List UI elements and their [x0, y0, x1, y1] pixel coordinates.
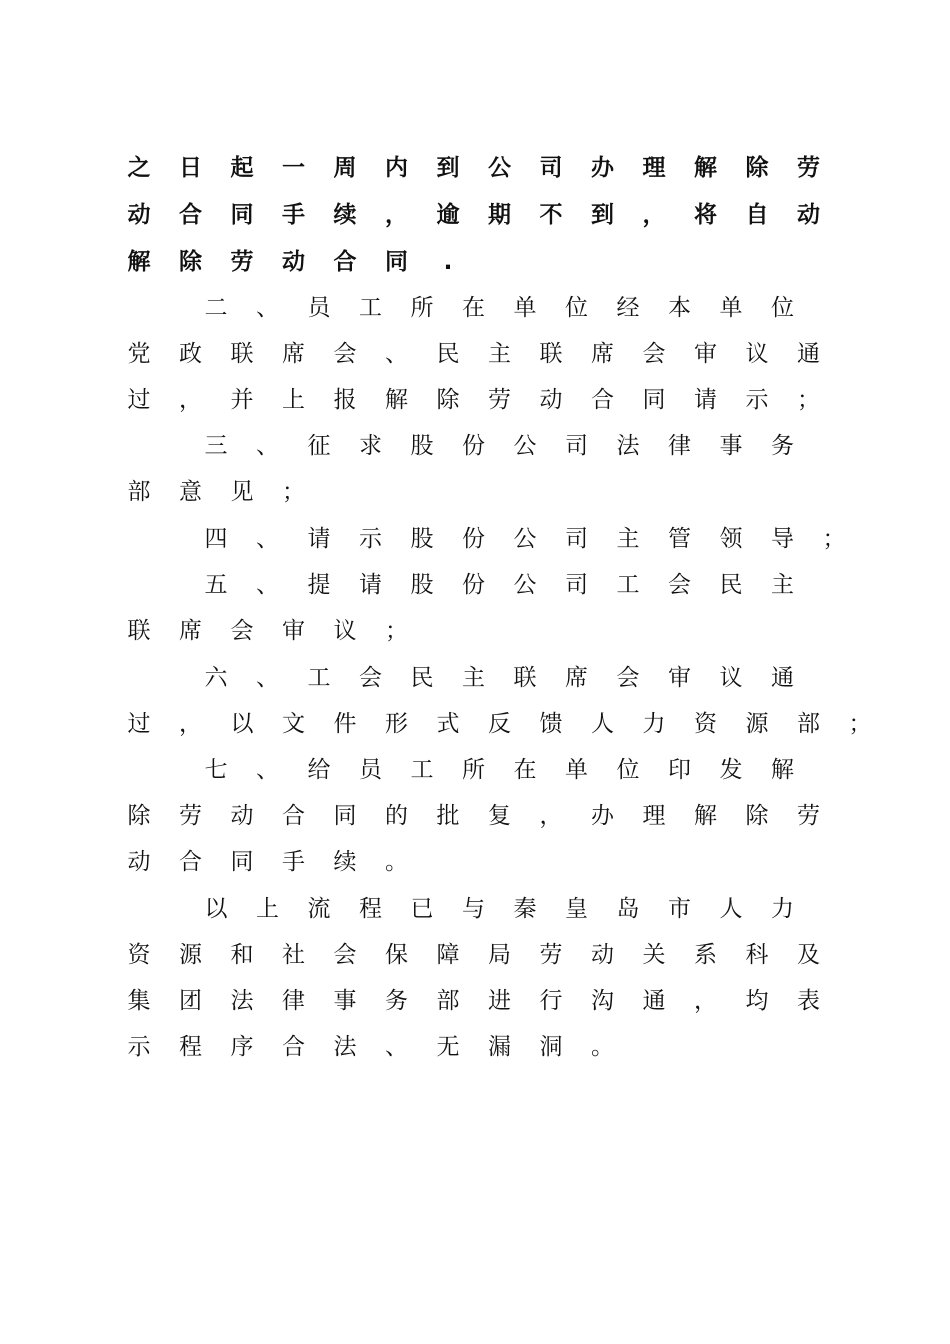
- glyph: 办: [591, 803, 614, 829]
- document-line-glyphs: [0, 889, 950, 929]
- glyph: .: [443, 249, 453, 275]
- glyph: 提: [307, 572, 331, 598]
- document-line-glyphs: [0, 796, 950, 836]
- glyph: 保: [385, 942, 408, 968]
- glyph: 工: [410, 757, 434, 783]
- document-line-glyphs: [0, 842, 950, 882]
- glyph: 员: [359, 757, 382, 783]
- glyph: 司: [565, 433, 588, 459]
- glyph: 进: [488, 988, 511, 1014]
- glyph: 劳: [230, 249, 254, 275]
- glyph: 求: [359, 433, 382, 459]
- glyph: 股: [410, 526, 434, 552]
- glyph: 律: [668, 433, 691, 459]
- glyph: 议: [745, 341, 769, 367]
- glyph: 审: [694, 341, 717, 367]
- glyph: 征: [307, 433, 331, 459]
- glyph: 意: [179, 479, 202, 505]
- glyph: 位: [565, 295, 588, 321]
- glyph: 逾: [436, 202, 460, 228]
- glyph: 资: [127, 942, 151, 968]
- glyph: 过: [127, 711, 151, 737]
- glyph: 自: [745, 202, 769, 228]
- glyph: 批: [436, 803, 460, 829]
- glyph: 动: [230, 803, 254, 829]
- glyph: 二: [204, 295, 228, 321]
- glyph: 动: [539, 387, 563, 413]
- glyph: 联: [127, 618, 151, 644]
- glyph: ，: [385, 202, 408, 228]
- glyph: 续: [333, 202, 357, 228]
- glyph: 合: [179, 202, 202, 228]
- glyph: 除: [436, 387, 460, 413]
- glyph: 和: [230, 942, 254, 968]
- glyph: 、: [385, 1034, 408, 1060]
- glyph: 工: [616, 572, 640, 598]
- document-line-glyphs: [0, 288, 950, 328]
- document-line-glyphs: [0, 426, 950, 466]
- glyph: 同: [333, 803, 357, 829]
- glyph: 手: [282, 202, 305, 228]
- glyph: 的: [385, 803, 408, 829]
- glyph: 席: [565, 665, 588, 691]
- glyph: 解: [694, 803, 717, 829]
- glyph: 解: [771, 757, 794, 783]
- glyph: 一: [282, 155, 305, 181]
- document-line-glyphs: [0, 334, 950, 374]
- glyph: 示: [359, 526, 382, 552]
- glyph: 与: [462, 896, 485, 922]
- glyph: 起: [230, 155, 254, 181]
- glyph: 件: [333, 711, 357, 737]
- glyph: 行: [539, 988, 563, 1014]
- glyph: 市: [668, 896, 691, 922]
- glyph: 动: [797, 202, 820, 228]
- glyph: ；: [822, 526, 846, 552]
- glyph: 馈: [539, 711, 563, 737]
- glyph: 、: [256, 665, 279, 691]
- glyph: 份: [462, 433, 485, 459]
- glyph: 会: [359, 665, 382, 691]
- glyph: 务: [385, 988, 408, 1014]
- glyph: 六: [204, 665, 228, 691]
- glyph: 已: [410, 896, 434, 922]
- glyph: 同: [385, 249, 408, 275]
- document-line-glyphs: [0, 658, 950, 698]
- glyph: 皇: [565, 896, 588, 922]
- glyph: 流: [307, 896, 331, 922]
- glyph: 无: [436, 1034, 460, 1060]
- glyph: 法: [616, 433, 640, 459]
- glyph: 员: [307, 295, 331, 321]
- glyph: ；: [797, 387, 820, 413]
- glyph: 法: [333, 1034, 357, 1060]
- glyph: 以: [230, 711, 254, 737]
- glyph: 部: [436, 988, 460, 1014]
- glyph: 司: [539, 155, 563, 181]
- glyph: 示: [745, 387, 769, 413]
- glyph: 理: [642, 803, 666, 829]
- glyph: 劳: [539, 942, 563, 968]
- glyph: 反: [488, 711, 511, 737]
- glyph: 席: [591, 341, 614, 367]
- glyph: ；: [848, 711, 872, 737]
- glyph: 形: [385, 711, 408, 737]
- glyph: 秦: [513, 896, 537, 922]
- glyph: 主: [771, 572, 794, 598]
- glyph: 、: [256, 757, 279, 783]
- glyph: ，: [642, 202, 666, 228]
- glyph: 过: [127, 387, 151, 413]
- glyph: 联: [230, 341, 254, 367]
- glyph: 务: [771, 433, 794, 459]
- document-line-glyphs: [0, 519, 950, 559]
- glyph: 局: [488, 942, 511, 968]
- glyph: 。: [591, 1034, 614, 1060]
- glyph: 内: [385, 155, 408, 181]
- glyph: 集: [127, 988, 151, 1014]
- glyph: 五: [204, 572, 228, 598]
- glyph: 手: [282, 849, 305, 875]
- glyph: 领: [719, 526, 743, 552]
- glyph: 席: [282, 341, 305, 367]
- glyph: 除: [179, 249, 202, 275]
- glyph: 发: [719, 757, 743, 783]
- glyph: ，: [179, 711, 202, 737]
- glyph: 见: [230, 479, 254, 505]
- glyph: 司: [565, 572, 588, 598]
- glyph: 式: [436, 711, 460, 737]
- glyph: 到: [591, 202, 614, 228]
- glyph: 岛: [616, 896, 640, 922]
- glyph: 审: [282, 618, 305, 644]
- glyph: 动: [282, 249, 305, 275]
- glyph: 司: [565, 526, 588, 552]
- glyph: 复: [488, 803, 511, 829]
- glyph: 、: [256, 572, 279, 598]
- glyph: 公: [513, 572, 537, 598]
- glyph: 洞: [539, 1034, 563, 1060]
- glyph: 周: [333, 155, 357, 181]
- glyph: 合: [333, 249, 357, 275]
- glyph: 单: [565, 757, 588, 783]
- glyph: 及: [797, 942, 820, 968]
- glyph: 事: [719, 433, 743, 459]
- glyph: 障: [436, 942, 460, 968]
- glyph: ；: [282, 479, 305, 505]
- glyph: 部: [127, 479, 151, 505]
- glyph: 上: [256, 896, 279, 922]
- glyph: 序: [230, 1034, 254, 1060]
- glyph: 劳: [179, 803, 202, 829]
- glyph: 均: [745, 988, 769, 1014]
- glyph: 三: [204, 433, 228, 459]
- glyph: 审: [668, 665, 691, 691]
- glyph: 之: [127, 155, 151, 181]
- glyph: 沟: [591, 988, 614, 1014]
- glyph: 动: [591, 942, 614, 968]
- glyph: 经: [616, 295, 640, 321]
- glyph: 股: [410, 572, 434, 598]
- glyph: 程: [359, 896, 382, 922]
- glyph: 程: [179, 1034, 202, 1060]
- glyph: 四: [204, 526, 228, 552]
- glyph: 人: [719, 896, 743, 922]
- glyph: 给: [307, 757, 331, 783]
- glyph: 会: [668, 572, 691, 598]
- glyph: 资: [694, 711, 717, 737]
- glyph: 理: [642, 155, 666, 181]
- glyph: ，: [694, 988, 717, 1014]
- glyph: 并: [230, 387, 254, 413]
- glyph: 除: [745, 803, 769, 829]
- glyph: 力: [642, 711, 666, 737]
- document-line-glyphs: [0, 935, 950, 975]
- glyph: 导: [771, 526, 794, 552]
- glyph: 工: [307, 665, 331, 691]
- glyph: 所: [462, 757, 485, 783]
- glyph: 工: [359, 295, 382, 321]
- glyph: 科: [745, 942, 769, 968]
- glyph: 解: [694, 155, 717, 181]
- glyph: 劳: [797, 803, 820, 829]
- glyph: 单: [513, 295, 537, 321]
- glyph: 同: [230, 849, 254, 875]
- glyph: 以: [204, 896, 228, 922]
- glyph: 会: [333, 341, 357, 367]
- glyph: 会: [230, 618, 254, 644]
- document-line-glyphs: [0, 565, 950, 605]
- glyph: 单: [719, 295, 743, 321]
- document-line-glyphs: [0, 1027, 950, 1067]
- glyph: 、: [256, 526, 279, 552]
- document-line-glyphs: [0, 242, 950, 282]
- document-line-glyphs: [0, 981, 950, 1021]
- glyph: 公: [513, 433, 537, 459]
- glyph: 通: [797, 341, 820, 367]
- glyph: 上: [282, 387, 305, 413]
- document-line-glyphs: [0, 148, 950, 188]
- glyph: 办: [591, 155, 614, 181]
- document-line-glyphs: [0, 195, 950, 235]
- glyph: 除: [745, 155, 769, 181]
- glyph: 、: [256, 295, 279, 321]
- document-line-glyphs: [0, 750, 950, 790]
- glyph: 在: [513, 757, 537, 783]
- glyph: ，: [179, 387, 202, 413]
- glyph: 表: [797, 988, 820, 1014]
- glyph: ；: [385, 618, 408, 644]
- glyph: 请: [359, 572, 382, 598]
- glyph: 所: [410, 295, 434, 321]
- glyph: 股: [410, 433, 434, 459]
- glyph: 会: [616, 665, 640, 691]
- glyph: 会: [333, 942, 357, 968]
- glyph: 合: [179, 849, 202, 875]
- glyph: 议: [333, 618, 357, 644]
- glyph: 通: [642, 988, 666, 1014]
- glyph: 请: [694, 387, 717, 413]
- glyph: 、: [385, 341, 408, 367]
- glyph: 部: [797, 711, 820, 737]
- glyph: 不: [539, 202, 563, 228]
- glyph: 律: [282, 988, 305, 1014]
- glyph: 七: [204, 757, 228, 783]
- document-line-glyphs: [0, 472, 950, 512]
- glyph: 系: [694, 942, 717, 968]
- glyph: 本: [668, 295, 691, 321]
- glyph: 议: [719, 665, 743, 691]
- glyph: 会: [642, 341, 666, 367]
- glyph: 文: [282, 711, 305, 737]
- glyph: 主: [462, 665, 485, 691]
- glyph: 示: [127, 1034, 151, 1060]
- glyph: 社: [282, 942, 305, 968]
- document-line-glyphs: [0, 380, 950, 420]
- glyph: 将: [694, 202, 717, 228]
- glyph: 到: [436, 155, 460, 181]
- glyph: 团: [179, 988, 202, 1014]
- glyph: 在: [462, 295, 485, 321]
- glyph: 报: [333, 387, 357, 413]
- glyph: 日: [179, 155, 202, 181]
- glyph: 位: [771, 295, 794, 321]
- glyph: 漏: [488, 1034, 511, 1060]
- glyph: ，: [539, 803, 563, 829]
- glyph: 劳: [797, 155, 820, 181]
- glyph: 关: [642, 942, 666, 968]
- glyph: 力: [771, 896, 794, 922]
- document-line-glyphs: [0, 611, 950, 651]
- glyph: 人: [591, 711, 614, 737]
- glyph: 联: [539, 341, 563, 367]
- document-line-glyphs: [0, 704, 950, 744]
- glyph: 事: [333, 988, 357, 1014]
- glyph: 份: [462, 526, 485, 552]
- glyph: 。: [385, 849, 408, 875]
- glyph: 请: [307, 526, 331, 552]
- glyph: 合: [282, 1034, 305, 1060]
- glyph: 同: [642, 387, 666, 413]
- glyph: 续: [333, 849, 357, 875]
- glyph: 解: [127, 249, 151, 275]
- glyph: 合: [591, 387, 614, 413]
- glyph: 政: [179, 341, 202, 367]
- glyph: 主: [616, 526, 640, 552]
- glyph: 民: [436, 341, 460, 367]
- glyph: 动: [127, 849, 151, 875]
- glyph: 通: [771, 665, 794, 691]
- glyph: 管: [668, 526, 691, 552]
- glyph: 民: [410, 665, 434, 691]
- glyph: 动: [127, 202, 151, 228]
- glyph: 法: [230, 988, 254, 1014]
- glyph: 期: [488, 202, 511, 228]
- glyph: 合: [282, 803, 305, 829]
- glyph: 印: [668, 757, 691, 783]
- glyph: 党: [127, 341, 151, 367]
- glyph: 公: [488, 155, 511, 181]
- glyph: 、: [256, 433, 279, 459]
- glyph: 同: [230, 202, 254, 228]
- glyph: 公: [513, 526, 537, 552]
- glyph: 主: [488, 341, 511, 367]
- glyph: 源: [179, 942, 202, 968]
- glyph: 份: [462, 572, 485, 598]
- glyph: 源: [745, 711, 769, 737]
- glyph: 除: [127, 803, 151, 829]
- glyph: 位: [616, 757, 640, 783]
- glyph: 席: [179, 618, 202, 644]
- glyph: 解: [385, 387, 408, 413]
- glyph: 民: [719, 572, 743, 598]
- glyph: 联: [513, 665, 537, 691]
- glyph: 劳: [488, 387, 511, 413]
